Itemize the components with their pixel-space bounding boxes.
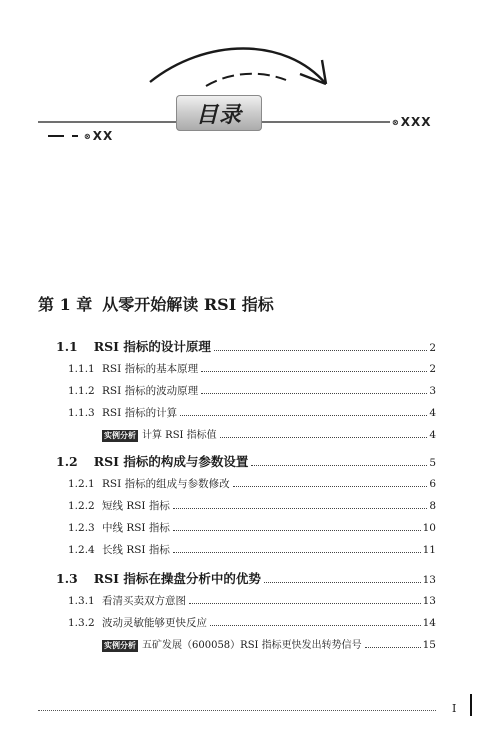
page-number: 13	[422, 574, 436, 586]
toc-section-title: RSI 指标在操盘分析中的优势	[93, 571, 261, 586]
arrow-icon	[150, 49, 326, 85]
toc-sub-1-2-1[interactable]: 1.2.1 RSI 指标的组成与参数修改 6	[68, 478, 436, 490]
header-mark-right: ⊗XXX	[392, 115, 432, 129]
dot-leader	[233, 486, 428, 487]
toc-sub-1-3-1[interactable]: 1.3.1 看清买卖双方意图 13	[68, 595, 436, 607]
chapter-title: 从零开始解读 RSI 指标	[102, 295, 274, 314]
dot-leader	[210, 625, 421, 626]
dot-leader	[365, 647, 421, 648]
example-tag: 实例分析	[104, 431, 136, 440]
chapter-heading	[38, 292, 274, 315]
toc-sub-1-1-1[interactable]: 1.1.1 RSI 指标的基本原理 2	[68, 363, 436, 375]
dot-leader	[189, 603, 421, 604]
page-title: 目录	[195, 102, 242, 128]
cross-circle-icon: ⊗	[392, 118, 400, 127]
toc-section-1-3[interactable]: 1.3 RSI 指标在操盘分析中的优势 13	[56, 571, 436, 586]
footer-rule	[38, 710, 436, 711]
dot-leader	[251, 465, 427, 466]
dot-leader	[173, 508, 427, 509]
toc-section-1-1[interactable]: 1.1 RSI 指标的设计原理 2	[56, 339, 436, 354]
toc-sub-1-1-3[interactable]: 1.1.3 RSI 指标的计算 4	[68, 407, 436, 419]
dot-leader	[264, 582, 421, 583]
page-number: 5	[429, 457, 436, 469]
toc-sub-1-2-4[interactable]: 1.2.4 长线 RSI 指标 11	[68, 544, 436, 556]
dot-leader	[201, 371, 427, 372]
toc-sub-1-3-2[interactable]: 1.3.2 波动灵敏能够更快反应 14	[68, 617, 436, 629]
toc-sub-1-2-3[interactable]: 1.2.3 中线 RSI 指标 10	[68, 522, 436, 534]
toc-sub-1-2-2[interactable]: 1.2.2 短线 RSI 指标 8	[68, 500, 436, 512]
chapter-number: 第 1 章	[38, 295, 93, 314]
toc-sub-1-1-2[interactable]: 1.1.2 RSI 指标的波动原理 3	[68, 385, 436, 397]
page-edge-tick	[470, 694, 472, 716]
dot-leader	[220, 437, 428, 438]
toc-section-1-2[interactable]: 1.2 RSI 指标的构成与参数设置 5	[56, 454, 436, 469]
toc-example-1-1[interactable]: 实例分析 计算 RSI 指标值 4	[104, 429, 436, 441]
page-number: 2	[429, 342, 436, 354]
toc-section-title: RSI 指标的构成与参数设置	[93, 454, 249, 469]
example-tag: 实例分析	[104, 641, 136, 650]
cross-circle-icon: ⊗	[84, 132, 92, 141]
dashed-arc-icon	[206, 74, 286, 86]
dot-leader	[201, 393, 427, 394]
dot-leader	[180, 415, 427, 416]
footer-page-number: I	[452, 702, 457, 715]
toc-example-1-3[interactable]: 实例分析 五矿发展（600058）RSI 指标更快发出转势信号 15	[104, 639, 436, 651]
dot-leader	[214, 350, 427, 351]
toc-section-title: RSI 指标的设计原理	[93, 339, 211, 354]
header-mark-left: ⊗XX	[84, 129, 114, 143]
toc-title-badge	[176, 95, 262, 131]
dot-leader	[173, 552, 421, 553]
dot-leader	[173, 530, 421, 531]
